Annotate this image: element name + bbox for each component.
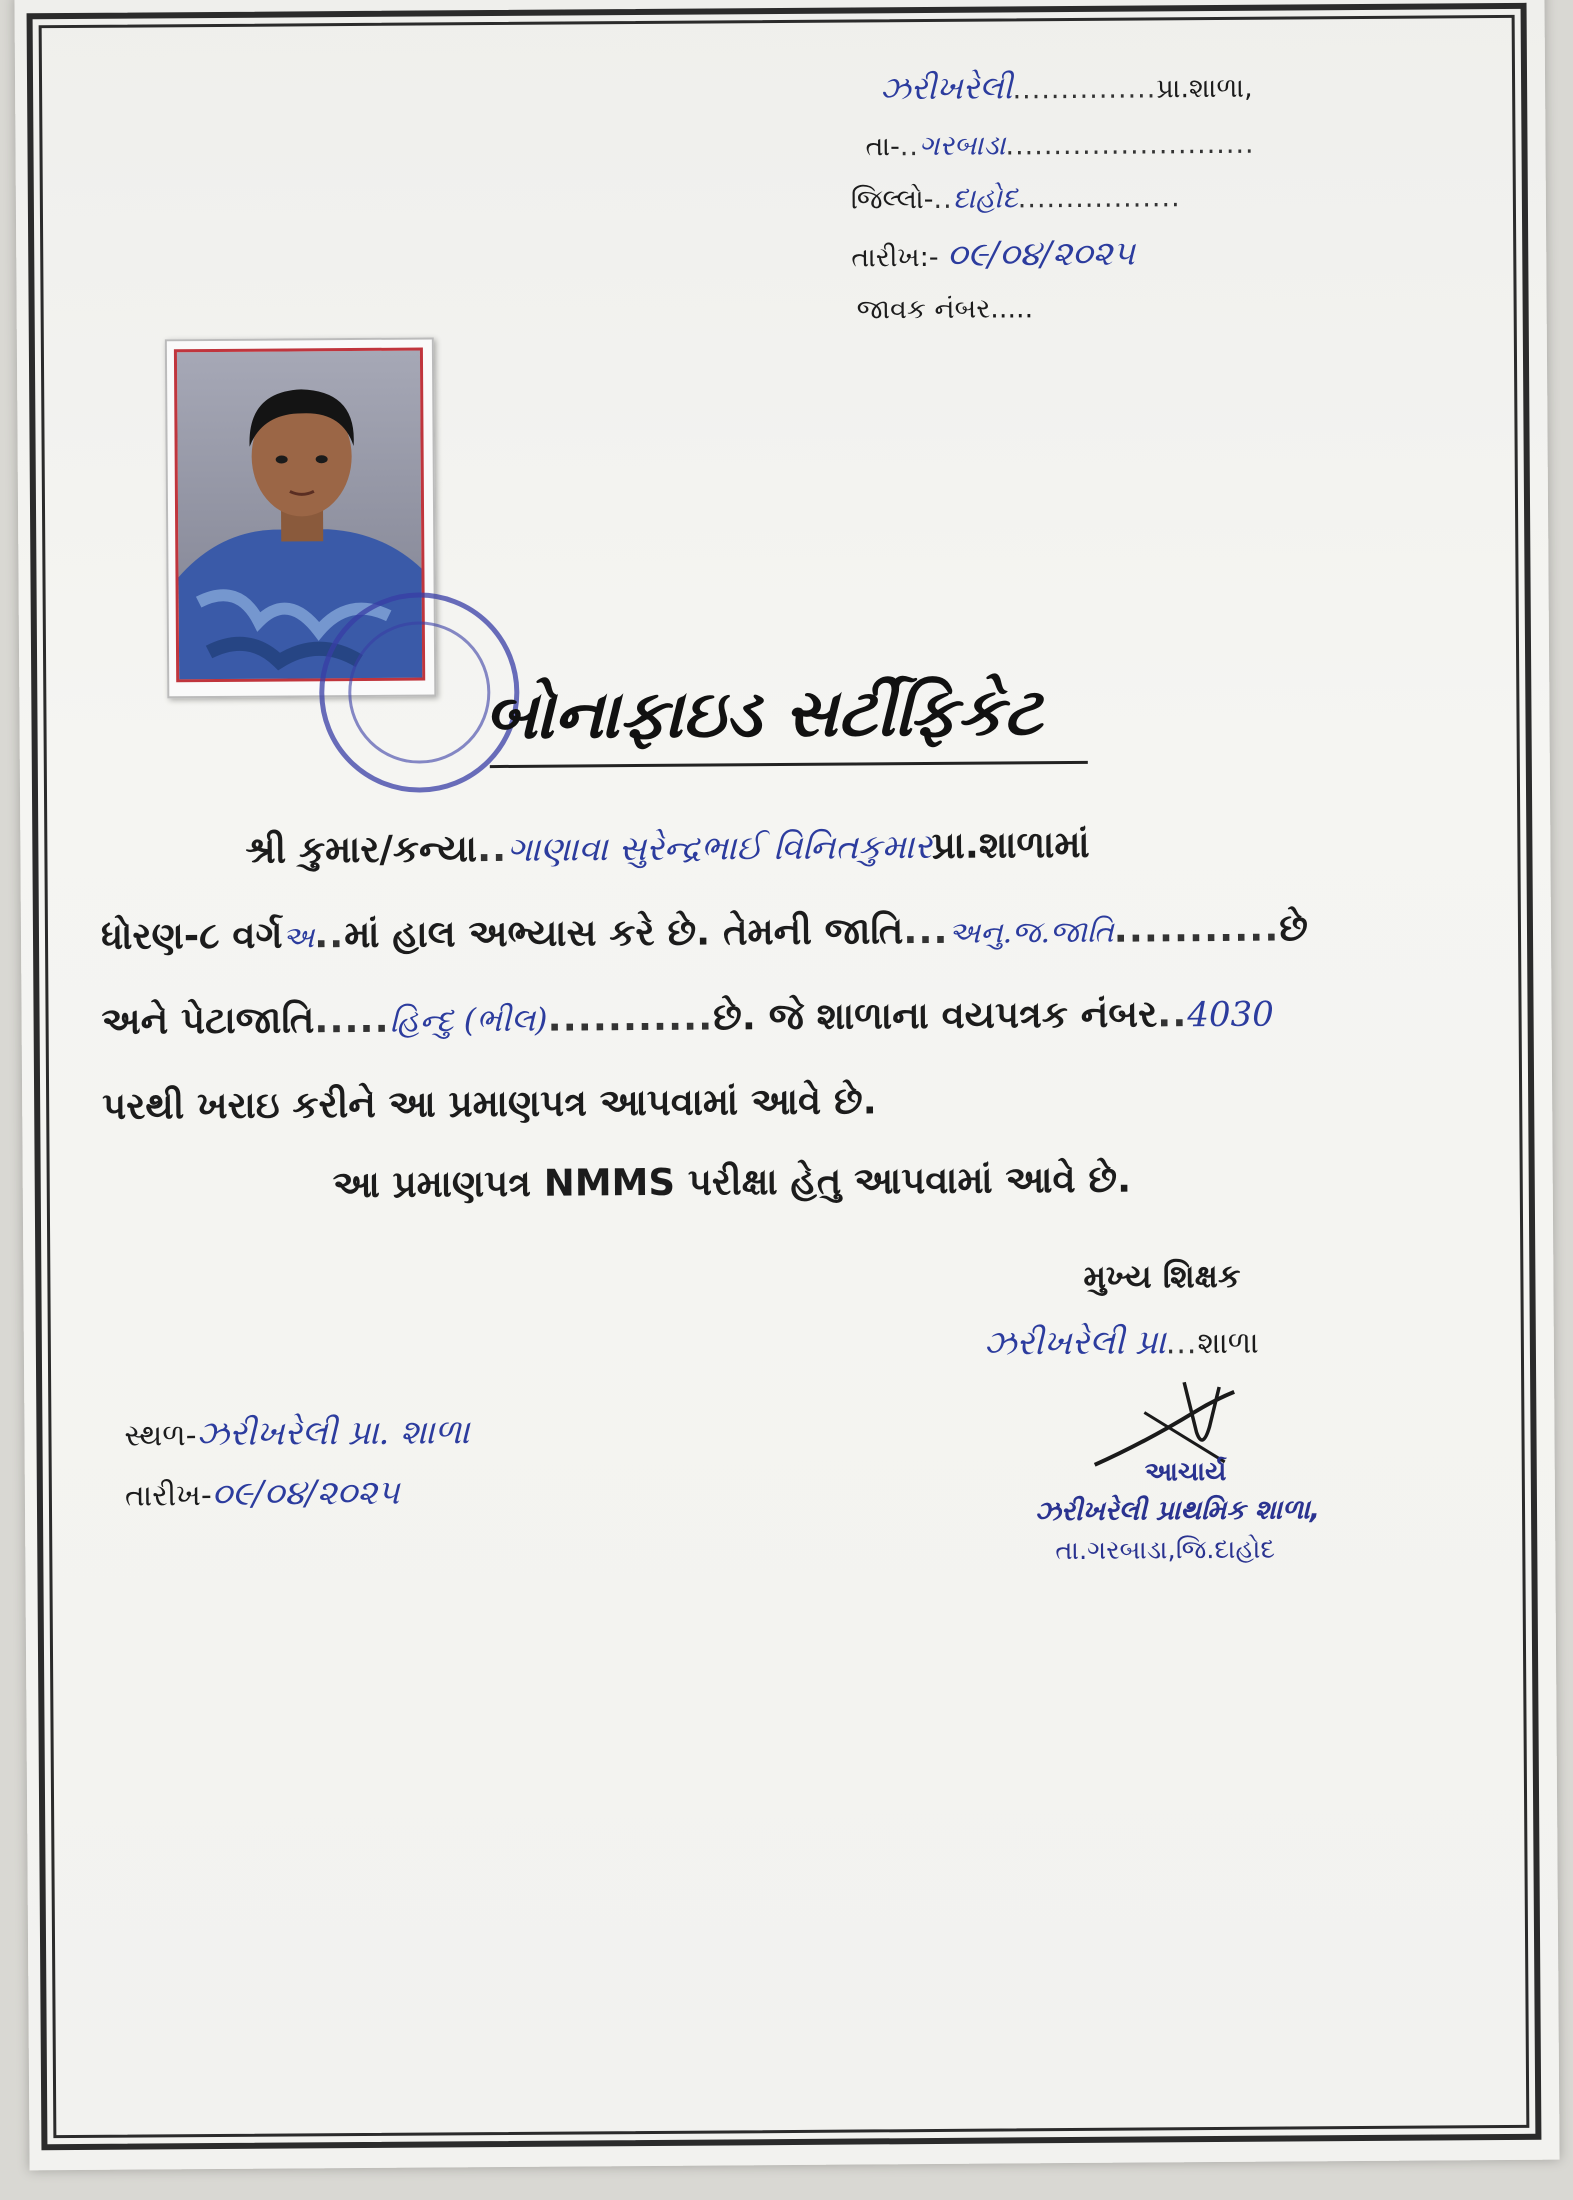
footer-date-value: ૦૯/૦૪/૨૦૨૫ (211, 1472, 400, 1515)
district-value: દાહોદ (952, 181, 1018, 215)
line2-middle: માં હાલ અભ્યાસ કરે છે. તેમની જાતિ (344, 909, 904, 957)
body-line-2: ધોરણ-૮ વર્ગઅ..માં હાલ અભ્યાસ કરે છે. તેમની જાતિ...અનુ.જ.જાતિ...........છે (100, 906, 1309, 958)
header-school-line: ઝરીખરેલી...............પ્રા.શાળા, (879, 68, 1253, 108)
line2-prefix: ધોરણ-૮ વર્ગ (100, 913, 283, 958)
header-date-value: ૦૯/૦૪/૨૦૨૫ (946, 233, 1136, 275)
line2-suffix: છે (1279, 906, 1309, 950)
head-teacher-label: મુખ્ય શિક્ષક (1083, 1256, 1241, 1296)
place-label: સ્થળ- (124, 1418, 197, 1454)
footer-date-label: તારીખ- (124, 1478, 212, 1514)
certificate-title: બોનાફાઇડ સર્ટીફિકેટ (484, 673, 1043, 755)
district-label: જિલ્લો- (850, 183, 934, 216)
header-school-value: ઝરીખરેલી (879, 68, 1013, 108)
certificate-page (14, 0, 1559, 2170)
inner-border (39, 15, 1530, 2138)
signature-school-value: ઝરીખરેલી પ્રા (983, 1322, 1166, 1364)
header-district-line: જિલ્લો-..દાહોદ................. (850, 181, 1181, 216)
body-line-1: શ્રી કુમાર/કન્યા..ગાણાવા સુરેન્દ્રભાઈ વિનિતકુમારપ્રા.શાળામાં (245, 822, 1090, 872)
signature-school-line: ઝરીખરેલી પ્રા...શાળા (983, 1322, 1259, 1364)
register-number: 4030 (1187, 994, 1274, 1036)
line3-prefix: અને પેટાજાતિ (101, 998, 315, 1043)
body-line-3: અને પેટાજાતિ.....હિન્દુ (ભીલ)...........છે. જે શાળાના વયપત્રક નંબર..4030 (101, 992, 1274, 1043)
stamp-line-2: ઝરીખરેલી પ્રાથમિક શાળા, (1034, 1494, 1321, 1528)
line3-middle: છે. જે શાળાના વયપત્રક નંબર (713, 992, 1158, 1039)
caste-value: અનુ.જ.જાતિ (948, 914, 1114, 951)
place-line (124, 1412, 469, 1454)
header-date-label: તારીખ:- (851, 241, 939, 274)
body-line-5: આ પ્રમાણપત્ર NMMS પરીક્ષા હેતુ આપવામાં આવે છે. (332, 1157, 1132, 1207)
header-school-suffix: પ્રા.શાળા, (1156, 72, 1253, 105)
class-value: અ (282, 920, 315, 956)
header-taluka-line: તા-..ગરબાડા.......................... (865, 128, 1255, 163)
taluka-label: તા- (865, 131, 900, 163)
subcaste-value: હિન્દુ (ભીલ) (389, 1000, 548, 1040)
place-value: ઝરીખરેલી પ્રા. શાળા (196, 1412, 470, 1455)
taluka-value: ગરબાડા (918, 128, 1006, 163)
outward-number: જાવક નંબર..... (856, 293, 1034, 326)
signature-school-suffix: શાળા (1197, 1325, 1259, 1362)
line1-prefix: શ્રી કુમાર/કન્યા (245, 827, 478, 872)
body-line-4: પરથી ખરાઇ કરીને આ પ્રમાણપત્ર આપવામાં આવે છે. (102, 1079, 877, 1128)
stamp-line-1: આચાર્ય (1144, 1456, 1227, 1488)
footer-date-line (125, 1473, 400, 1515)
student-name: ગાણાવા સુરેન્દ્રભાઈ વિનિતકુમાર (506, 826, 932, 870)
line1-suffix: પ્રા.શાળામાં (931, 822, 1090, 867)
header-date-line (851, 234, 1135, 276)
stamp-line-3: તા.ગરબાડા,જિ.દાહોદ (1055, 1534, 1276, 1567)
